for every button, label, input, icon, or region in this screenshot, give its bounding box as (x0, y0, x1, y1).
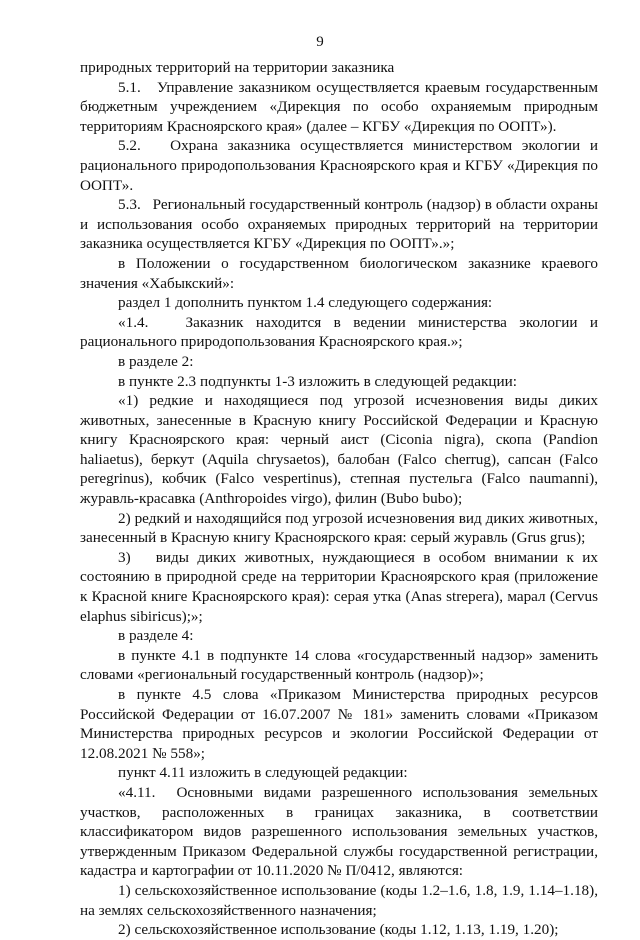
document-body (80, 58, 598, 940)
paragraph: 2) редкий и находящийся под угрозой исчезновения вид диких животных, занесенный в Красную книгу Красноярского края: серый журавль (Grus grus); (80, 509, 598, 547)
paragraph: 5.2. Охрана заказника осуществляется министерством экологии и рационального природопользования Красноярского края и КГБУ «Дирекция по ООПТ». (80, 137, 598, 194)
paragraph: 1) сельскохозяйственное использование (коды 1.2–1.6, 1.8, 1.9, 1.14–1.18), на землях сельскохозяйственного назначения; (80, 881, 598, 919)
paragraph: «1.4. Заказник находится в ведении министерства экологии и рационального природопользования Красноярского края.»; (80, 313, 598, 351)
paragraph: природных территорий на территории заказника (80, 59, 395, 76)
paragraph: в пункте 4.1 в подпункте 14 слова «государственный надзор» заменить словами «региональный государственный контроль (надзор)»; (80, 646, 598, 684)
page-number: 9 (316, 34, 324, 50)
paragraph: 2) сельскохозяйственное использование (коды 1.12, 1.13, 1.19, 1.20); (118, 921, 559, 939)
paragraph: 5.3. Региональный государственный контроль (надзор) в области охраны и использования особо охраняемых природных территорий на территории заказника осуществляется КГБУ «Дирекция по ООПТ».»; (80, 196, 598, 253)
paragraph: в Положении о государственном биологическом заказнике краевого значения «Хабыкский»: (80, 254, 598, 292)
paragraph: пункт 4.11 изложить в следующей редакции: (118, 764, 408, 782)
paragraph: в пункте 2.3 подпункты 1-3 изложить в следующей редакции: (118, 372, 518, 390)
paragraph: «1) редкие и находящиеся под угрозой исчезновения виды диких животных, занесенные в Красную книгу Российской Федерации и Красную книгу Красноярского края: черный аист (Ciconia nigra), скопа (Pandion haliaetus), беркут (Aquila chrysaetos), балобан (Falco cherrug), сапсан (Falco peregrinus), кобчик (Falco vespertinus), степная пустельга (Falco naumanni), журавль-красавка (Anthropoides virgo), филин (Bubo bubo); (80, 392, 598, 508)
paragraph: в разделе 4: (118, 627, 194, 645)
paragraph: 5.1. Управление заказником осуществляется краевым государственным бюджетным учреждением «Дирекция по особо охраняемым природным территориям Красноярского края» (далее – КГБУ «Дирекция по ООПТ»). (80, 78, 598, 135)
paragraph: в разделе 2: (118, 352, 194, 370)
paragraph: «4.11. Основными видами разрешенного использования земельных участков, расположенных в границах заказника, в соответствии классификатором видов разрешенного использования земельных участков, утвержденным Приказом Федеральной службы государственной регистрации, кадастра и картографии от 10.11.2020 № П/0412, являются: (80, 783, 598, 880)
paragraph: в пункте 4.5 слова «Приказом Министерства природных ресурсов Российской Федерации от 16.07.2007 № 181» заменить словами «Приказом Министерства природных ресурсов и экологии Российской Федерации от 12.08.2021 № 558»; (80, 686, 598, 762)
paragraph: 3) виды диких животных, нуждающиеся в особом внимании к их состоянию в природной среде на территории Красноярского края (приложение к Красной книге Красноярского края): серая утка (Anas strepera), марал (Cervus elaphus sibiricus);»; (80, 548, 598, 625)
paragraph: раздел 1 дополнить пунктом 1.4 следующего содержания: (118, 294, 493, 312)
